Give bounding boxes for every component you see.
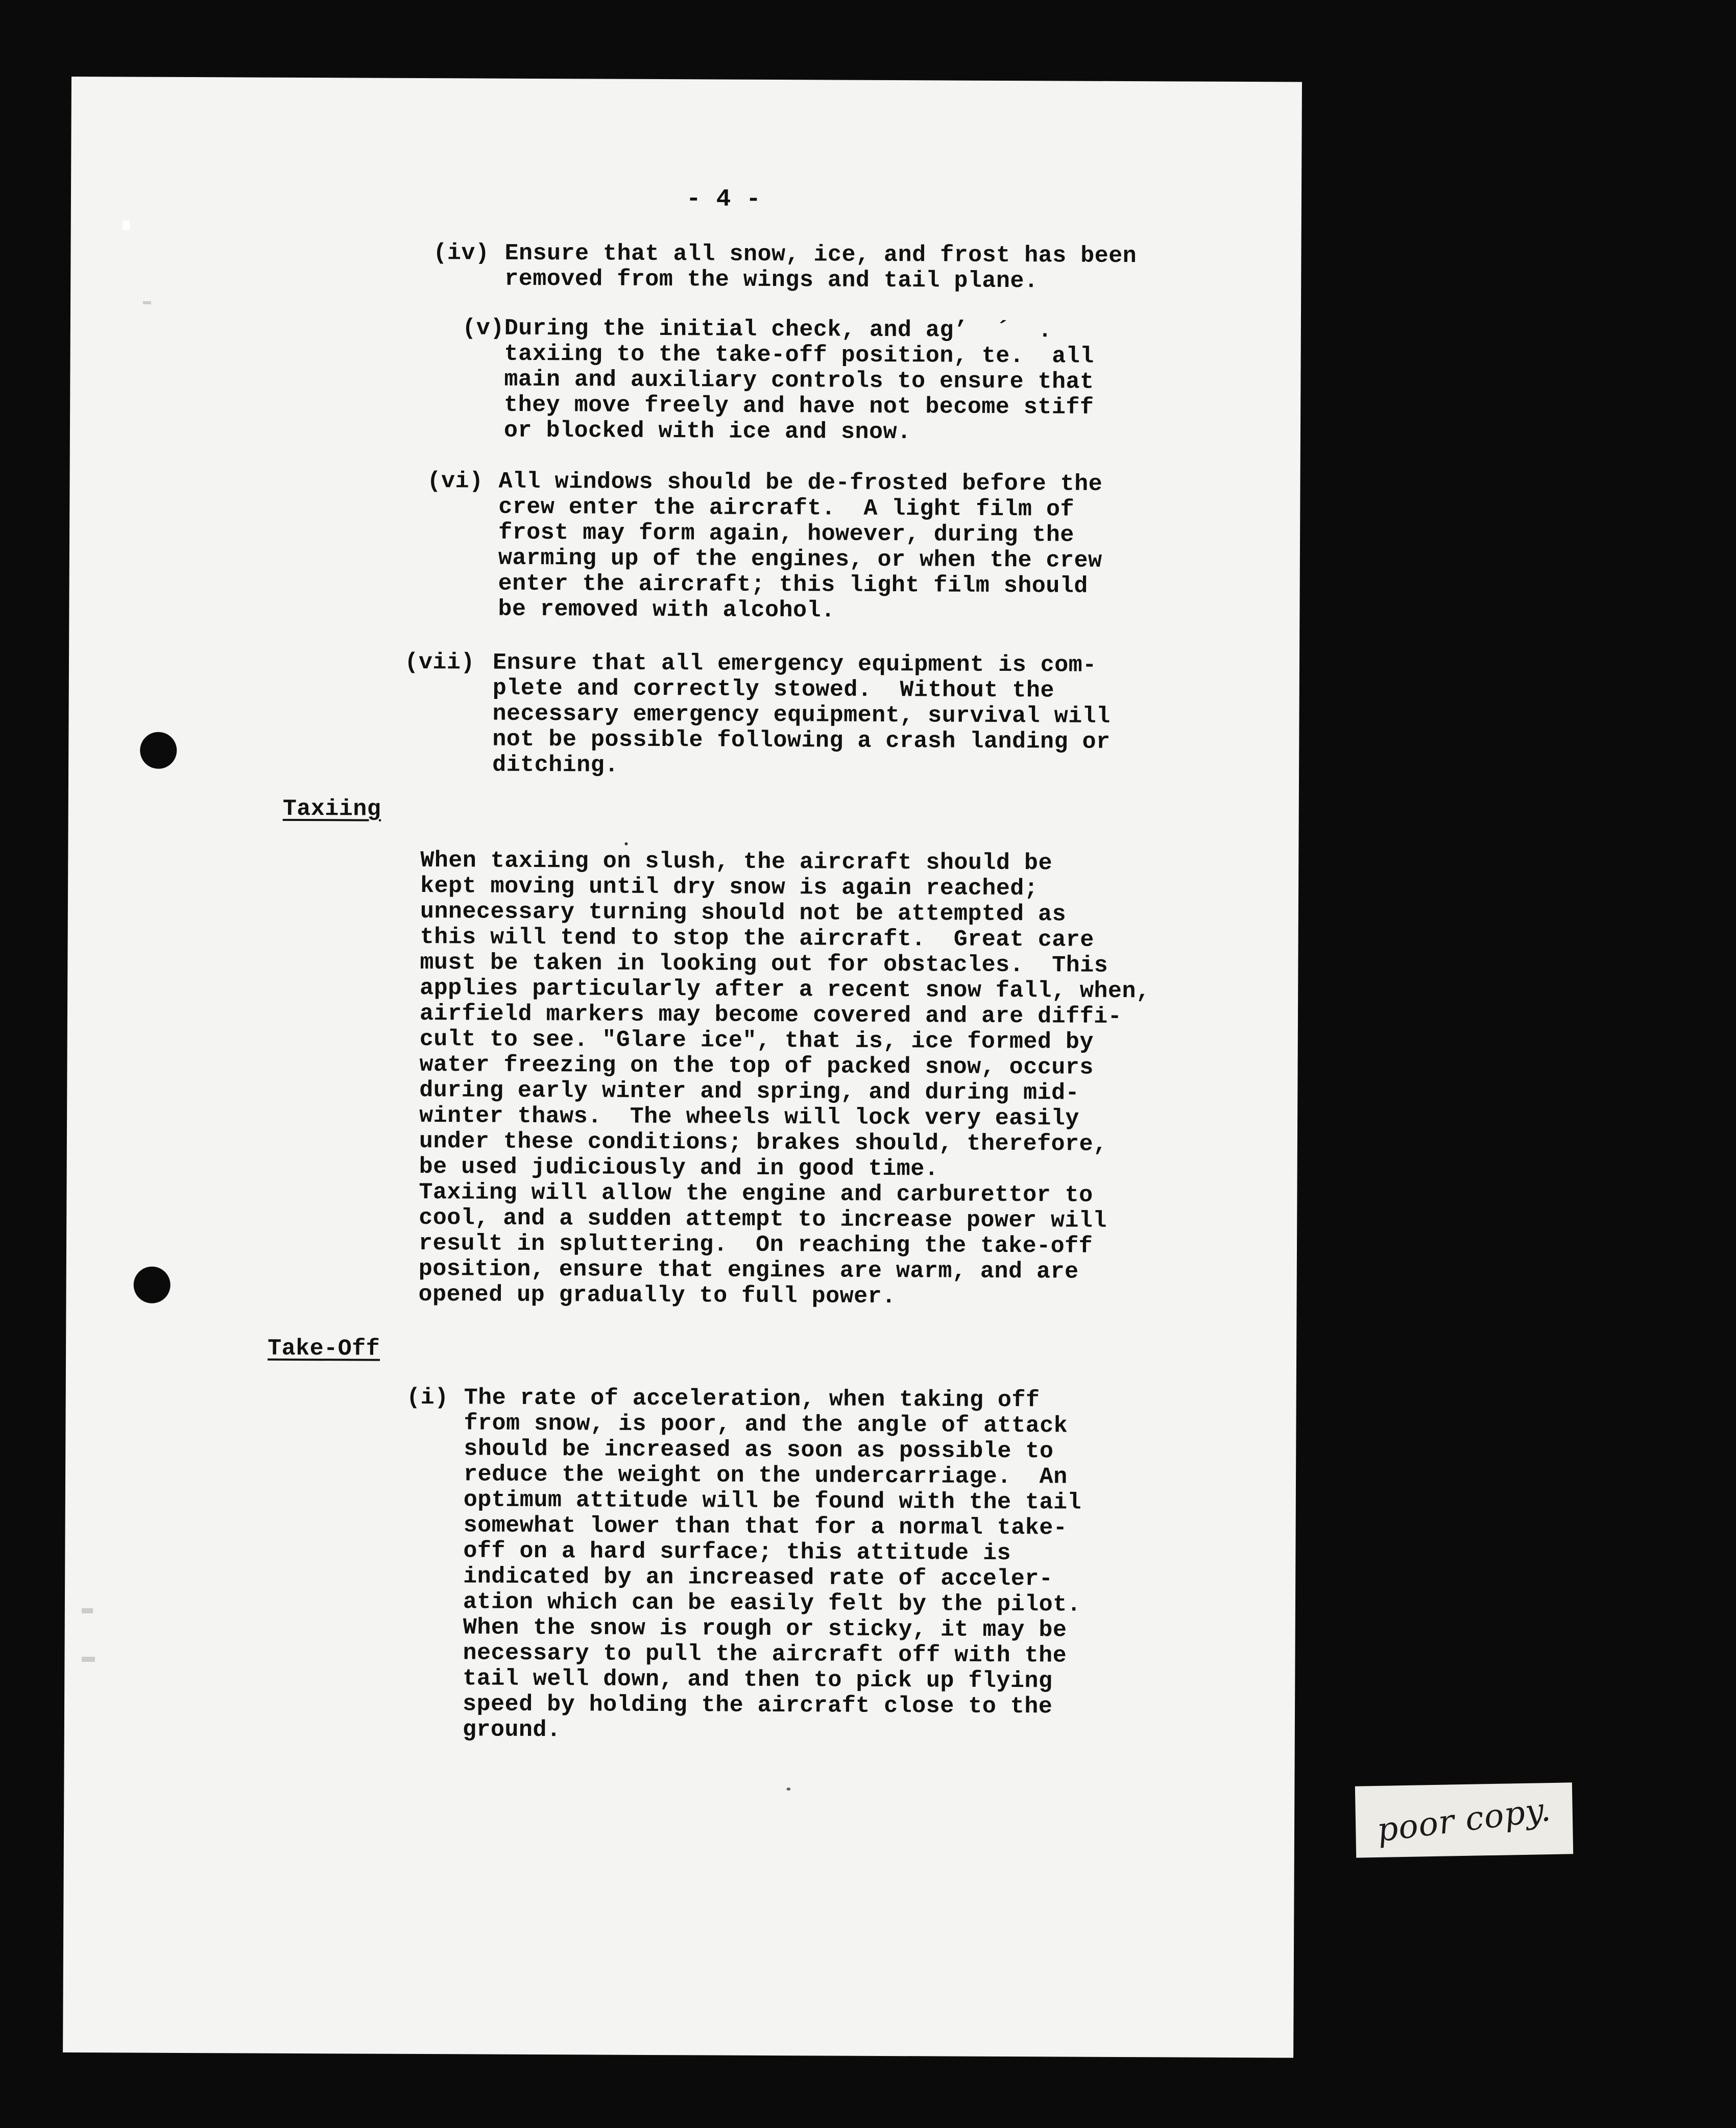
text-line: ground. [462, 1716, 561, 1744]
text-line: main and auxiliary controls to ensure that [504, 366, 1094, 395]
text-line: cult to see. "Glare ice", that is, ice formed by [419, 1026, 1094, 1055]
border-mark [82, 1608, 93, 1613]
item-number-iv: (iv) [433, 240, 490, 267]
text-line: Taxiing will allow the engine and carburettor to [419, 1179, 1093, 1208]
text-line: enter the aircraft; this light film should [498, 570, 1088, 599]
text-line: warming up of the engines, or when the crew [498, 545, 1102, 574]
taxiing-paragraph [418, 848, 1150, 1311]
text-line: When taxiing on slush, the aircraft should be [420, 847, 1053, 877]
text-line: speed by holding the aircraft close to the [462, 1691, 1053, 1720]
text-line: reduce the weight on the undercarriage. An [463, 1461, 1068, 1490]
text-line: off on a hard surface; this attitude is [463, 1538, 1011, 1567]
text-line: airfield markers may become covered and are diffi- [419, 1000, 1122, 1030]
text-line: necessary to pull the aircraft off with the [463, 1640, 1067, 1669]
text-line: Ensure that all emergency equipment is com- [492, 649, 1097, 679]
text-line: kept moving until dry snow is again reached; [420, 873, 1039, 902]
text-line: plete and correctly stowed. Without the [492, 675, 1055, 704]
text-line: cool, and a sudden attempt to increase power will [419, 1204, 1107, 1234]
text-line: must be taken in looking out for obstacles. This [420, 949, 1108, 979]
text-line: water freezing on the top of packed snow, occurs [419, 1051, 1094, 1081]
item-vi-text [498, 469, 1102, 625]
border-mark [82, 1657, 95, 1662]
text-line: opened up gradually to full power. [418, 1281, 896, 1310]
text-line: All windows should be de-frosted before the [498, 468, 1103, 497]
text-line: result in spluttering. On reaching the take-off [418, 1230, 1093, 1260]
text-line: somewhat lower than that for a normal take- [463, 1512, 1068, 1541]
text-line: not be possible following a crash landing or [492, 726, 1111, 755]
text-line: taxiing to the take-off position, te. all [504, 341, 1094, 370]
page-number: - 4 - [686, 185, 761, 213]
text-line: be used judiciously and in good time. [419, 1153, 939, 1182]
item-iv-text [504, 241, 1137, 295]
text-line: should be increased as soon as possible to [464, 1436, 1054, 1465]
takeoff-heading: Take-Off [268, 1335, 380, 1362]
taxiing-heading: Taxiing [282, 795, 381, 823]
text-line: position, ensure that engines are warm, and are [418, 1255, 1079, 1285]
paper-sheet [63, 77, 1302, 2058]
item-number-v: (v) [462, 315, 504, 342]
text-line: During the initial check, and ag’ ´ . [504, 315, 1052, 344]
paper-speck [786, 1787, 790, 1791]
handwritten-note-text: poor copy. [1375, 1791, 1553, 1850]
text-line: frost may form again, however, during the [498, 519, 1074, 548]
text-line: Ensure that all snow, ice, and frost has been [504, 240, 1137, 270]
text-line: optimum attitude will be found with the tail [463, 1487, 1082, 1516]
text-line: under these conditions; brakes should, therefore, [419, 1128, 1107, 1157]
text-line: ditching. [492, 752, 619, 779]
text-line: be removed with alcohol. [498, 596, 835, 624]
text-line: or blocked with ice and snow. [503, 417, 911, 446]
text-line: they move freely and have not become stiff [504, 392, 1094, 421]
item-v-text [504, 316, 1094, 446]
punch-hole-upper [140, 732, 177, 769]
paper-speck [624, 842, 628, 845]
takeoff-item-i-text [463, 1385, 1082, 1745]
border-mark [123, 221, 130, 230]
text-line: winter thaws. The wheels will lock very easily [419, 1102, 1079, 1132]
item-number-i: (i) [406, 1384, 449, 1411]
item-number-vii: (vii) [404, 649, 475, 676]
text-line: tail well down, and then to pick up flying [463, 1665, 1053, 1695]
item-vii-text [492, 650, 1111, 781]
text-line: applies particularly after a recent snow fall, when, [420, 975, 1150, 1005]
text-line: unnecessary turning should not be attempted as [420, 898, 1067, 928]
text-line: from snow, is poor, and the angle of attack [464, 1410, 1068, 1439]
text-line: When the snow is rough or sticky, it may be [463, 1614, 1067, 1643]
handwritten-annotation [1355, 1782, 1573, 1857]
border-mark [143, 301, 151, 304]
punch-hole-lower [134, 1267, 171, 1303]
text-line: ation which can be easily felt by the pilot. [463, 1589, 1081, 1618]
text-line: necessary emergency equipment, survival will [492, 700, 1111, 730]
text-line: this will tend to stop the aircraft. Great care [420, 924, 1094, 953]
text-line: crew enter the aircraft. A light film of [498, 494, 1075, 523]
text-line: indicated by an increased rate of acceler- [463, 1563, 1053, 1592]
text-line: The rate of acceleration, when taking off [464, 1385, 1040, 1414]
item-number-vi: (vi) [427, 468, 484, 495]
text-line: removed from the wings and tail plane. [504, 265, 1039, 295]
text-line: during early winter and spring, and during mid- [419, 1077, 1080, 1106]
